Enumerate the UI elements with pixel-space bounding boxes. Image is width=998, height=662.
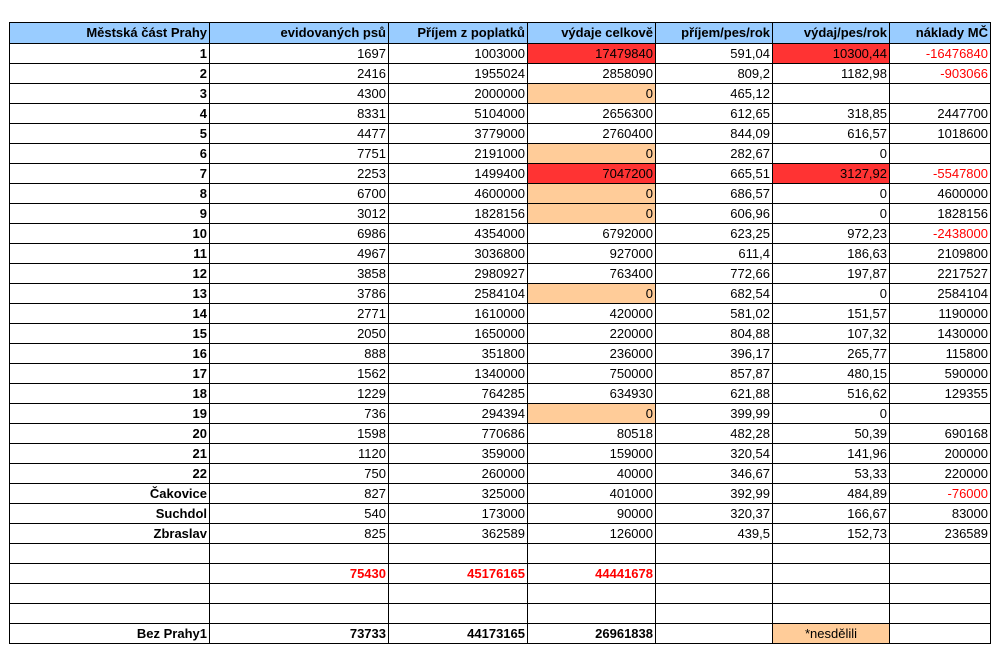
cell-income-per-dog[interactable]: 665,51: [656, 164, 773, 184]
cell-district[interactable]: 10: [10, 224, 210, 244]
cell-expense-per-dog[interactable]: 197,87: [773, 264, 890, 284]
column-header-district-costs[interactable]: náklady MČ: [890, 23, 991, 44]
cell-district[interactable]: 22: [10, 464, 210, 484]
cell-income[interactable]: 770686: [389, 424, 528, 444]
cell-income[interactable]: 1340000: [389, 364, 528, 384]
cell-income-per-dog[interactable]: 439,5: [656, 524, 773, 544]
cell-district[interactable]: 4: [10, 104, 210, 124]
cell-expense-per-dog[interactable]: 0: [773, 404, 890, 424]
table-row: [10, 304, 991, 324]
cell-expense-per-dog[interactable]: 151,57: [773, 304, 890, 324]
cell-district-costs[interactable]: 1430000: [890, 324, 991, 344]
cell-district[interactable]: Bez Prahy1: [10, 624, 210, 644]
table-row: [10, 264, 991, 284]
cell-expenses[interactable]: [528, 604, 656, 624]
cell-income[interactable]: 2980927: [389, 264, 528, 284]
cell-dogs[interactable]: [210, 544, 389, 564]
cell-income-per-dog[interactable]: 581,02: [656, 304, 773, 324]
header-row: [10, 23, 991, 44]
cell-expense-per-dog[interactable]: 265,77: [773, 344, 890, 364]
cell-expense-per-dog[interactable]: [773, 604, 890, 624]
cell-expense-per-dog[interactable]: 186,63: [773, 244, 890, 264]
cell-district[interactable]: 8: [10, 184, 210, 204]
cell-dogs[interactable]: [210, 604, 389, 624]
cell-dogs[interactable]: 6986: [210, 224, 389, 244]
cell-income[interactable]: 2584104: [389, 284, 528, 304]
cell-expenses[interactable]: 927000: [528, 244, 656, 264]
table-row: [10, 44, 991, 64]
cell-expense-per-dog[interactable]: 516,62: [773, 384, 890, 404]
cell-expense-per-dog[interactable]: [773, 84, 890, 104]
cell-district-costs[interactable]: -76000: [890, 484, 991, 504]
cell-expense-per-dog[interactable]: [773, 564, 890, 584]
cell-district-costs[interactable]: -16476840: [890, 44, 991, 64]
table-row: [10, 344, 991, 364]
cell-income[interactable]: 5104000: [389, 104, 528, 124]
cell-district-costs[interactable]: 2217527: [890, 264, 991, 284]
cell-income[interactable]: 351800: [389, 344, 528, 364]
cell-income-per-dog[interactable]: [656, 544, 773, 564]
cell-dogs[interactable]: 4967: [210, 244, 389, 264]
cell-dogs[interactable]: 736: [210, 404, 389, 424]
cell-income[interactable]: [389, 544, 528, 564]
cell-income-per-dog[interactable]: 611,4: [656, 244, 773, 264]
cell-dogs[interactable]: 1598: [210, 424, 389, 444]
cell-income[interactable]: 173000: [389, 504, 528, 524]
cell-income[interactable]: 1828156: [389, 204, 528, 224]
spreadsheet-body: [10, 23, 991, 644]
cell-income-per-dog[interactable]: 392,99: [656, 484, 773, 504]
cell-district[interactable]: 18: [10, 384, 210, 404]
table-row: [10, 404, 991, 424]
cell-income-per-dog[interactable]: [656, 584, 773, 604]
cell-district[interactable]: 2: [10, 64, 210, 84]
cell-income-per-dog[interactable]: [656, 564, 773, 584]
cell-expense-per-dog[interactable]: 0: [773, 284, 890, 304]
cell-income[interactable]: 3779000: [389, 124, 528, 144]
cell-expense-per-dog[interactable]: 0: [773, 184, 890, 204]
cell-dogs[interactable]: 75430: [210, 564, 389, 584]
column-header-dogs[interactable]: evidovaných psů: [210, 23, 389, 44]
cell-expense-per-dog[interactable]: [773, 544, 890, 564]
cell-district[interactable]: 3: [10, 84, 210, 104]
table-row: [10, 184, 991, 204]
cell-expense-per-dog[interactable]: 166,67: [773, 504, 890, 524]
cell-income[interactable]: 45176165: [389, 564, 528, 584]
column-header-income[interactable]: Příjem z poplatků: [389, 23, 528, 44]
cell-income-per-dog[interactable]: 623,25: [656, 224, 773, 244]
cell-expense-per-dog[interactable]: 50,39: [773, 424, 890, 444]
cell-expense-per-dog[interactable]: 0: [773, 144, 890, 164]
cell-income-per-dog[interactable]: 282,67: [656, 144, 773, 164]
cell-expenses[interactable]: 6792000: [528, 224, 656, 244]
table-row: [10, 224, 991, 244]
table-row: [10, 604, 991, 624]
table-row: [10, 164, 991, 184]
cell-expenses[interactable]: 0: [528, 404, 656, 424]
cell-expenses[interactable]: 634930: [528, 384, 656, 404]
cell-district-costs[interactable]: 83000: [890, 504, 991, 524]
cell-dogs[interactable]: 3858: [210, 264, 389, 284]
cell-expense-per-dog[interactable]: 972,23: [773, 224, 890, 244]
cell-district[interactable]: 9: [10, 204, 210, 224]
cell-dogs[interactable]: 4477: [210, 124, 389, 144]
cell-income[interactable]: 764285: [389, 384, 528, 404]
cell-income[interactable]: 1955024: [389, 64, 528, 84]
cell-district[interactable]: [10, 604, 210, 624]
cell-dogs[interactable]: 2416: [210, 64, 389, 84]
cell-district[interactable]: 5: [10, 124, 210, 144]
table-row: [10, 484, 991, 504]
cell-income-per-dog[interactable]: 612,65: [656, 104, 773, 124]
cell-expense-per-dog[interactable]: 107,32: [773, 324, 890, 344]
cell-expense-per-dog[interactable]: 616,57: [773, 124, 890, 144]
cell-district-costs[interactable]: 4600000: [890, 184, 991, 204]
cell-district-costs[interactable]: [890, 584, 991, 604]
cell-dogs[interactable]: 8331: [210, 104, 389, 124]
cell-expense-per-dog[interactable]: 480,15: [773, 364, 890, 384]
table-row: [10, 144, 991, 164]
cell-expenses[interactable]: 44441678: [528, 564, 656, 584]
cell-district-costs[interactable]: 200000: [890, 444, 991, 464]
cell-income-per-dog[interactable]: 809,2: [656, 64, 773, 84]
cell-dogs[interactable]: 73733: [210, 624, 389, 644]
cell-expense-per-dog[interactable]: 484,89: [773, 484, 890, 504]
cell-income[interactable]: [389, 604, 528, 624]
column-header-expense-per-dog[interactable]: výdaj/pes/rok: [773, 23, 890, 44]
cell-district[interactable]: 7: [10, 164, 210, 184]
cell-dogs[interactable]: 2050: [210, 324, 389, 344]
table-row: [10, 384, 991, 404]
cell-district-costs[interactable]: [890, 404, 991, 424]
cell-district[interactable]: 16: [10, 344, 210, 364]
cell-income-per-dog[interactable]: 465,12: [656, 84, 773, 104]
cell-district-costs[interactable]: 115800: [890, 344, 991, 364]
cell-income[interactable]: [389, 584, 528, 604]
table-row: [10, 364, 991, 384]
cell-income-per-dog[interactable]: 804,88: [656, 324, 773, 344]
cell-expense-per-dog[interactable]: *nesdělili: [773, 624, 890, 644]
cell-income-per-dog[interactable]: 396,17: [656, 344, 773, 364]
table-row: [10, 84, 991, 104]
cell-income-per-dog[interactable]: 320,37: [656, 504, 773, 524]
cell-district-costs[interactable]: 1190000: [890, 304, 991, 324]
cell-income[interactable]: 1610000: [389, 304, 528, 324]
cell-expenses[interactable]: 0: [528, 284, 656, 304]
cell-expenses[interactable]: 2858090: [528, 64, 656, 84]
cell-income[interactable]: 325000: [389, 484, 528, 504]
cell-income-per-dog[interactable]: [656, 604, 773, 624]
cell-district-costs[interactable]: 690168: [890, 424, 991, 444]
cell-dogs[interactable]: 2771: [210, 304, 389, 324]
cell-expense-per-dog[interactable]: [773, 584, 890, 604]
cell-district-costs[interactable]: 590000: [890, 364, 991, 384]
table-row: [10, 204, 991, 224]
cell-expenses[interactable]: 236000: [528, 344, 656, 364]
cell-expenses[interactable]: 126000: [528, 524, 656, 544]
cell-district[interactable]: 11: [10, 244, 210, 264]
cell-expenses[interactable]: 159000: [528, 444, 656, 464]
cell-expenses[interactable]: 7047200: [528, 164, 656, 184]
cell-income-per-dog[interactable]: 482,28: [656, 424, 773, 444]
cell-income-per-dog[interactable]: 844,09: [656, 124, 773, 144]
cell-dogs[interactable]: 827: [210, 484, 389, 504]
cell-district-costs[interactable]: 2447700: [890, 104, 991, 124]
cell-income-per-dog[interactable]: 621,88: [656, 384, 773, 404]
cell-district[interactable]: 1: [10, 44, 210, 64]
cell-district[interactable]: 20: [10, 424, 210, 444]
cell-dogs[interactable]: 3786: [210, 284, 389, 304]
cell-expenses[interactable]: 80518: [528, 424, 656, 444]
cell-expense-per-dog[interactable]: 53,33: [773, 464, 890, 484]
cell-income-per-dog[interactable]: 857,87: [656, 364, 773, 384]
cell-dogs[interactable]: 7751: [210, 144, 389, 164]
cell-income[interactable]: 44173165: [389, 624, 528, 644]
cell-expenses[interactable]: 0: [528, 144, 656, 164]
cell-district-costs[interactable]: 129355: [890, 384, 991, 404]
cell-district-costs[interactable]: -2438000: [890, 224, 991, 244]
cell-income-per-dog[interactable]: 591,04: [656, 44, 773, 64]
cell-expense-per-dog[interactable]: 152,73: [773, 524, 890, 544]
cell-district-costs[interactable]: [890, 624, 991, 644]
cell-income[interactable]: 4354000: [389, 224, 528, 244]
cell-income[interactable]: 4600000: [389, 184, 528, 204]
cell-expense-per-dog[interactable]: 318,85: [773, 104, 890, 124]
cell-expenses[interactable]: 40000: [528, 464, 656, 484]
cell-district[interactable]: 17: [10, 364, 210, 384]
cell-district[interactable]: 14: [10, 304, 210, 324]
cell-income[interactable]: 1003000: [389, 44, 528, 64]
cell-district-costs[interactable]: 2109800: [890, 244, 991, 264]
cell-district[interactable]: 21: [10, 444, 210, 464]
cell-district[interactable]: Čakovice: [10, 484, 210, 504]
table-row: [10, 284, 991, 304]
cell-district[interactable]: Zbraslav: [10, 524, 210, 544]
cell-expenses[interactable]: 2760400: [528, 124, 656, 144]
cell-expenses[interactable]: 750000: [528, 364, 656, 384]
cell-income[interactable]: 3036800: [389, 244, 528, 264]
cell-district[interactable]: 6: [10, 144, 210, 164]
cell-income[interactable]: 359000: [389, 444, 528, 464]
spreadsheet-table: [9, 22, 991, 644]
table-row: [10, 64, 991, 84]
cell-district-costs[interactable]: [890, 84, 991, 104]
cell-income[interactable]: 2000000: [389, 84, 528, 104]
cell-expenses[interactable]: 0: [528, 84, 656, 104]
cell-expenses[interactable]: 17479840: [528, 44, 656, 64]
table-row: [10, 584, 991, 604]
cell-income-per-dog[interactable]: 686,57: [656, 184, 773, 204]
cell-dogs[interactable]: 825: [210, 524, 389, 544]
cell-dogs[interactable]: 6700: [210, 184, 389, 204]
cell-income[interactable]: 260000: [389, 464, 528, 484]
cell-income[interactable]: 362589: [389, 524, 528, 544]
cell-dogs[interactable]: 1562: [210, 364, 389, 384]
cell-expenses[interactable]: 0: [528, 184, 656, 204]
table-row: [10, 424, 991, 444]
table-row: [10, 244, 991, 264]
cell-district-costs[interactable]: [890, 604, 991, 624]
cell-district-costs[interactable]: [890, 544, 991, 564]
table-row: [10, 124, 991, 144]
column-header-expenses[interactable]: výdaje celkově: [528, 23, 656, 44]
cell-district-costs[interactable]: 2584104: [890, 284, 991, 304]
cell-expenses[interactable]: 26961838: [528, 624, 656, 644]
cell-expenses[interactable]: [528, 544, 656, 564]
table-row: [10, 624, 991, 644]
cell-district-costs[interactable]: 220000: [890, 464, 991, 484]
cell-expenses[interactable]: 0: [528, 204, 656, 224]
cell-income[interactable]: 294394: [389, 404, 528, 424]
cell-income-per-dog[interactable]: 320,54: [656, 444, 773, 464]
cell-expenses[interactable]: 401000: [528, 484, 656, 504]
cell-expenses[interactable]: 763400: [528, 264, 656, 284]
cell-income-per-dog[interactable]: 682,54: [656, 284, 773, 304]
cell-expenses[interactable]: 2656300: [528, 104, 656, 124]
cell-district-costs[interactable]: [890, 144, 991, 164]
cell-district[interactable]: 13: [10, 284, 210, 304]
table-row: [10, 104, 991, 124]
cell-dogs[interactable]: 4300: [210, 84, 389, 104]
table-row: [10, 564, 991, 584]
cell-dogs[interactable]: [210, 584, 389, 604]
cell-income-per-dog[interactable]: 399,99: [656, 404, 773, 424]
cell-expense-per-dog[interactable]: 0: [773, 204, 890, 224]
cell-district[interactable]: 12: [10, 264, 210, 284]
cell-district-costs[interactable]: -5547800: [890, 164, 991, 184]
cell-expenses[interactable]: 220000: [528, 324, 656, 344]
cell-income-per-dog[interactable]: 772,66: [656, 264, 773, 284]
cell-expenses[interactable]: [528, 584, 656, 604]
cell-expense-per-dog[interactable]: 3127,92: [773, 164, 890, 184]
cell-dogs[interactable]: 540: [210, 504, 389, 524]
table-row: [10, 524, 991, 544]
cell-dogs[interactable]: 1120: [210, 444, 389, 464]
cell-dogs[interactable]: 750: [210, 464, 389, 484]
cell-district[interactable]: 15: [10, 324, 210, 344]
cell-district[interactable]: Suchdol: [10, 504, 210, 524]
cell-expense-per-dog[interactable]: 10300,44: [773, 44, 890, 64]
cell-district[interactable]: [10, 584, 210, 604]
cell-dogs[interactable]: 1229: [210, 384, 389, 404]
cell-dogs[interactable]: 1697: [210, 44, 389, 64]
column-header-income-per-dog[interactable]: příjem/pes/rok: [656, 23, 773, 44]
cell-income-per-dog[interactable]: 606,96: [656, 204, 773, 224]
cell-district-costs[interactable]: 1018600: [890, 124, 991, 144]
cell-district[interactable]: 19: [10, 404, 210, 424]
cell-district-costs[interactable]: -903066: [890, 64, 991, 84]
cell-income-per-dog[interactable]: [656, 624, 773, 644]
cell-district[interactable]: [10, 544, 210, 564]
cell-expense-per-dog[interactable]: 1182,98: [773, 64, 890, 84]
cell-district-costs[interactable]: 1828156: [890, 204, 991, 224]
cell-dogs[interactable]: 3012: [210, 204, 389, 224]
cell-income[interactable]: 1650000: [389, 324, 528, 344]
cell-dogs[interactable]: 888: [210, 344, 389, 364]
column-header-district[interactable]: Městská část Prahy: [10, 23, 210, 44]
cell-district[interactable]: [10, 564, 210, 584]
cell-income[interactable]: 2191000: [389, 144, 528, 164]
table-row: [10, 504, 991, 524]
table-row: [10, 464, 991, 484]
cell-district-costs[interactable]: 236589: [890, 524, 991, 544]
table-row: [10, 444, 991, 464]
cell-expenses[interactable]: 420000: [528, 304, 656, 324]
cell-expenses[interactable]: 90000: [528, 504, 656, 524]
cell-income[interactable]: 1499400: [389, 164, 528, 184]
cell-dogs[interactable]: 2253: [210, 164, 389, 184]
cell-district-costs[interactable]: [890, 564, 991, 584]
cell-income-per-dog[interactable]: 346,67: [656, 464, 773, 484]
cell-expense-per-dog[interactable]: 141,96: [773, 444, 890, 464]
table-row: [10, 544, 991, 564]
table-row: [10, 324, 991, 344]
